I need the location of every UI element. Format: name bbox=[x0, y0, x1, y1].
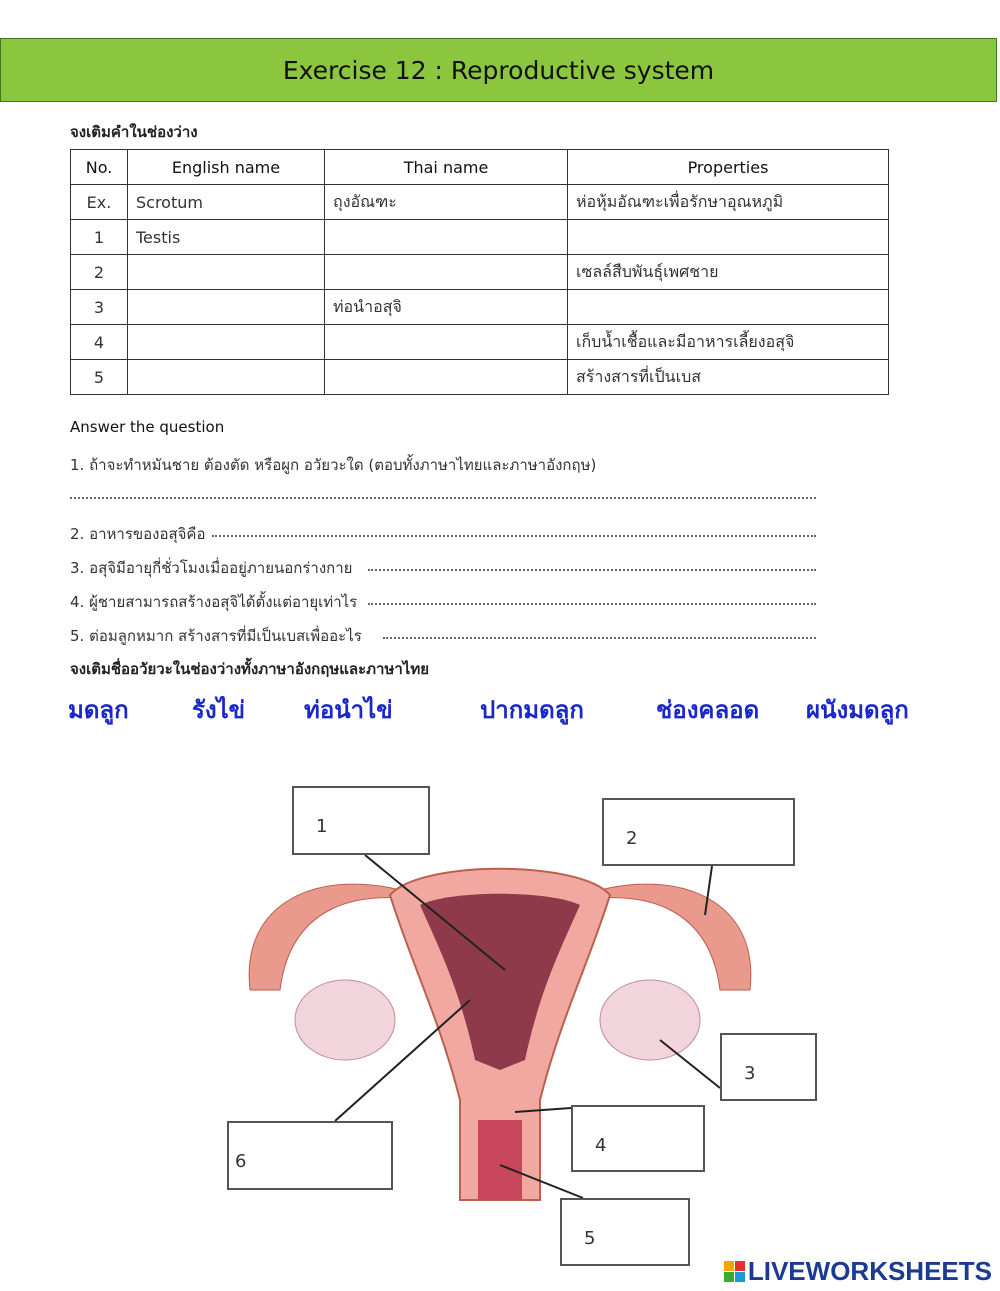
properties-cell: เก็บน้ำเชื้อและมีอาหารเลี้ยงอสุจิ bbox=[568, 325, 889, 360]
label-number: 1 bbox=[316, 816, 328, 837]
col-english: English name bbox=[128, 150, 325, 185]
row-number: Ex. bbox=[71, 185, 128, 220]
properties-cell: ห่อหุ้มอัณฑะเพื่อรักษาอุณหภูมิ bbox=[568, 185, 889, 220]
liveworksheets-logo bbox=[724, 1256, 992, 1287]
word-bank-item[interactable]: ปากมดลูก bbox=[480, 696, 584, 724]
logo-icon bbox=[724, 1261, 745, 1282]
col-no: No. bbox=[71, 150, 128, 185]
label-box-4[interactable] bbox=[571, 1105, 705, 1172]
question-4: 4. ผู้ชายสามารถสร้างอสุจิได้ตั้งแต่อายุเท่าไร bbox=[70, 593, 358, 611]
questions-heading: Answer the question bbox=[70, 418, 225, 436]
question-5: 5. ต่อมลูกหมาก สร้างสารที่มีเป็นเบสเพื่ออะไร bbox=[70, 627, 362, 645]
label-box-5[interactable] bbox=[560, 1198, 690, 1266]
label-number: 4 bbox=[595, 1135, 607, 1156]
word-bank-item[interactable]: ช่องคลอด bbox=[656, 696, 760, 724]
logo-text: LIVEWORKSHEETS bbox=[747, 1256, 992, 1286]
label-box-2[interactable] bbox=[602, 798, 795, 866]
table-heading: จงเติมคำในช่องว่าง bbox=[70, 123, 198, 141]
label-number: 2 bbox=[626, 828, 638, 849]
word-bank-item[interactable]: รังไข่ bbox=[192, 696, 246, 724]
thai-name-cell: ถุงอัณฑะ bbox=[325, 185, 568, 220]
question-1: 1. ถ้าจะทำหมันชาย ต้องตัด หรือผูก อวัยวะใด (ตอบทั้งภาษาไทยและภาษาอังกฤษ) bbox=[70, 456, 597, 474]
label-box-1[interactable] bbox=[292, 786, 430, 855]
properties-cell: สร้างสารที่เป็นเบส bbox=[568, 360, 889, 395]
question-2: 2. อาหารของอสุจิคือ bbox=[70, 525, 206, 543]
row-number: 3 bbox=[71, 290, 128, 325]
word-bank-item[interactable]: ท่อนำไข่ bbox=[304, 696, 393, 724]
row-number: 4 bbox=[71, 325, 128, 360]
label-box-3[interactable] bbox=[720, 1033, 817, 1101]
word-bank-item[interactable]: มดลูก bbox=[68, 696, 129, 724]
label-box-6[interactable] bbox=[227, 1121, 393, 1190]
label-number: 3 bbox=[744, 1063, 756, 1084]
label-number: 6 bbox=[235, 1151, 247, 1172]
label-number: 5 bbox=[584, 1228, 596, 1249]
page-title: Exercise 12 : Reproductive system bbox=[282, 55, 715, 85]
properties-cell: เซลล์สืบพันธุ์เพศชาย bbox=[568, 255, 889, 290]
col-properties: Properties bbox=[568, 150, 889, 185]
col-thai: Thai name bbox=[325, 150, 568, 185]
question-3: 3. อสุจิมีอายุกี่ชั่วโมงเมื่ออยู่ภายนอกร่างกาย bbox=[70, 559, 353, 577]
english-name-cell: Scrotum bbox=[128, 185, 325, 220]
row-number: 1 bbox=[71, 220, 128, 255]
row-number: 2 bbox=[71, 255, 128, 290]
thai-name-cell: ท่อนำอสุจิ bbox=[325, 290, 568, 325]
diagram-heading: จงเติมชื่ออวัยวะในช่องว่างทั้งภาษาอังกฤษและภาษาไทย bbox=[70, 660, 429, 678]
row-number: 5 bbox=[71, 360, 128, 395]
english-name-cell: Testis bbox=[128, 220, 325, 255]
word-bank-item[interactable]: ผนังมดลูก bbox=[806, 696, 909, 724]
